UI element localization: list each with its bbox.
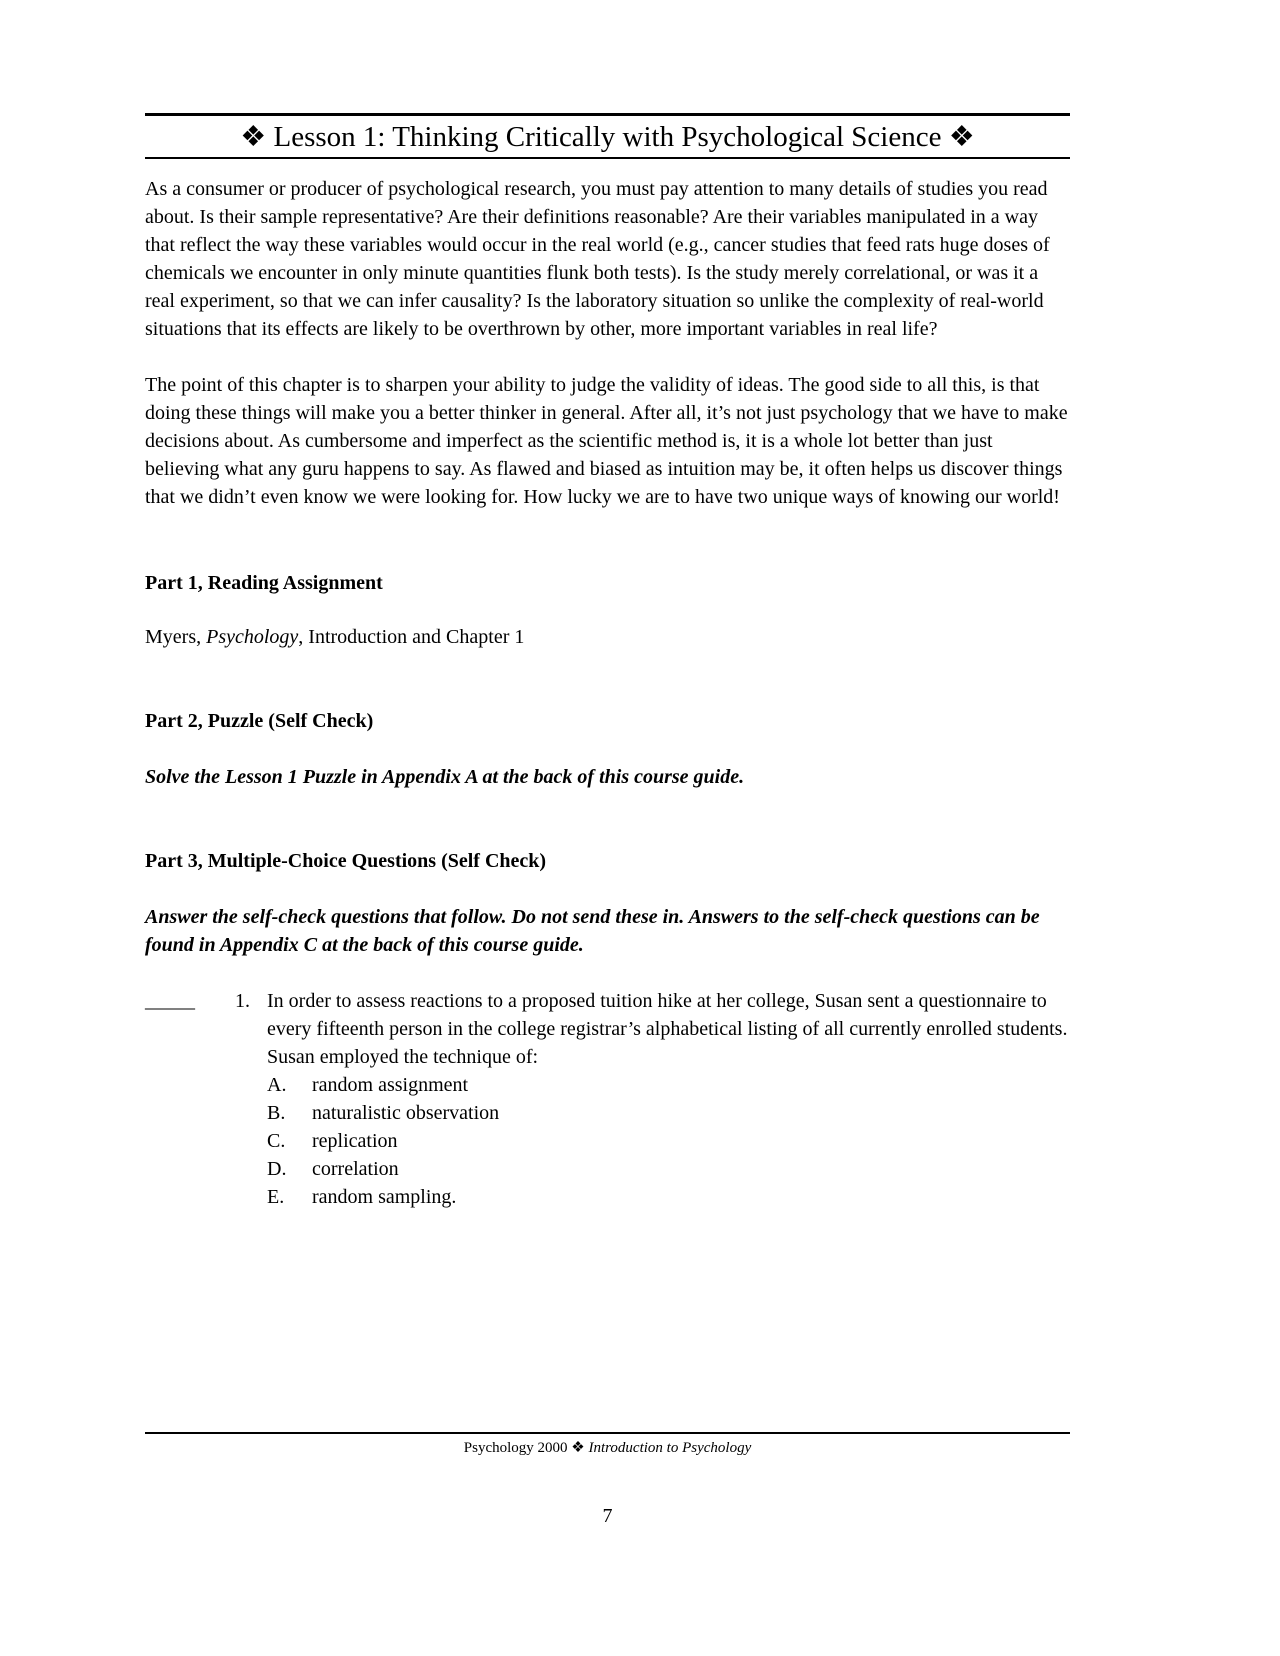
footer-course: Psychology 2000 bbox=[463, 1440, 568, 1456]
option-d-letter: D. bbox=[267, 1158, 287, 1181]
option-d-text: correlation bbox=[312, 1158, 399, 1181]
option-d bbox=[267, 1155, 1070, 1183]
option-a bbox=[267, 1071, 1070, 1099]
answer-blank: _____ bbox=[145, 990, 195, 1013]
option-e bbox=[267, 1183, 1070, 1211]
page-content bbox=[145, 0, 1070, 1211]
footer-book-title: Introduction to Psychology bbox=[588, 1440, 752, 1456]
option-b-letter: B. bbox=[267, 1102, 286, 1125]
question-1 bbox=[145, 987, 1070, 1211]
lesson-title-block bbox=[145, 113, 1070, 159]
part1-heading: Part 1, Reading Assignment bbox=[145, 572, 383, 595]
footer-diamond-icon: ❖ bbox=[567, 1440, 589, 1456]
part2-instruction: Solve the Lesson 1 Puzzle in Appendix A at the back of this course guide. bbox=[145, 766, 745, 789]
page-footer bbox=[145, 1432, 1070, 1458]
page-number: 7 bbox=[602, 1505, 613, 1527]
option-b-text: naturalistic observation bbox=[312, 1102, 500, 1125]
option-e-text: random sampling. bbox=[312, 1186, 457, 1209]
reading-book-title: Psychology bbox=[206, 626, 299, 649]
reading-assignment-line bbox=[145, 623, 1070, 651]
option-c bbox=[267, 1127, 1070, 1155]
option-a-text: random assignment bbox=[312, 1074, 469, 1097]
reading-prefix: Myers, bbox=[145, 626, 207, 649]
option-c-text: replication bbox=[312, 1130, 398, 1153]
question-text: In order to assess reactions to a proposed tuition hike at her college, Susan sent a questionnaire to every fifteenth person in the college registrar’s alphabetical listing of all currently enrolled students. Susan employed the technique of: bbox=[267, 990, 1068, 1069]
part2-heading: Part 2, Puzzle (Self Check) bbox=[145, 710, 374, 733]
question-number: 1. bbox=[235, 990, 250, 1013]
reading-suffix: , Introduction and Chapter 1 bbox=[298, 626, 525, 649]
part3-heading: Part 3, Multiple-Choice Questions (Self Check) bbox=[145, 850, 547, 873]
part3-instruction: Answer the self-check questions that follow. Do not send these in. Answers to the self-check questions can be found in Appendix C at the back of this course guide. bbox=[145, 906, 1040, 957]
option-b bbox=[267, 1099, 1070, 1127]
question-body bbox=[267, 987, 1070, 1211]
option-c-letter: C. bbox=[267, 1130, 286, 1153]
lesson-title: ❖ Lesson 1: Thinking Critically with Psychological Science ❖ bbox=[240, 121, 975, 153]
options-list bbox=[267, 1071, 1070, 1211]
intro-paragraph-2: The point of this chapter is to sharpen your ability to judge the validity of ideas. The good side to all this, is that doing these things will make you a better thinker in general. After all, it’s not just psychology that we have to make decisions about. As cumbersome and imperfect as the scientific method is, it is a whole lot better than just believing what any guru happens to say. As flawed and biased as intuition may be, it often helps us discover things that we didn’t even know we were looking for. How lucky we are to have two unique ways of knowing our world! bbox=[145, 374, 1068, 509]
option-a-letter: A. bbox=[267, 1074, 287, 1097]
option-e-letter: E. bbox=[267, 1186, 285, 1209]
intro-paragraph-1: As a consumer or producer of psychological research, you must pay attention to many details of studies you read about. Is their sample representative? Are their definitions reasonable? Are their variables manipulated in a way that reflect the way these variables would occur in the real world (e.g., cancer studies that feed rats huge doses of chemicals we encounter in only minute quantities flunk both tests). Is the study merely correlational, or was it a real experiment, so that we can infer causality? Is the laboratory situation so unlike the complexity of real-world situations that its effects are likely to be overthrown by other, more important variables in real life? bbox=[145, 178, 1050, 341]
